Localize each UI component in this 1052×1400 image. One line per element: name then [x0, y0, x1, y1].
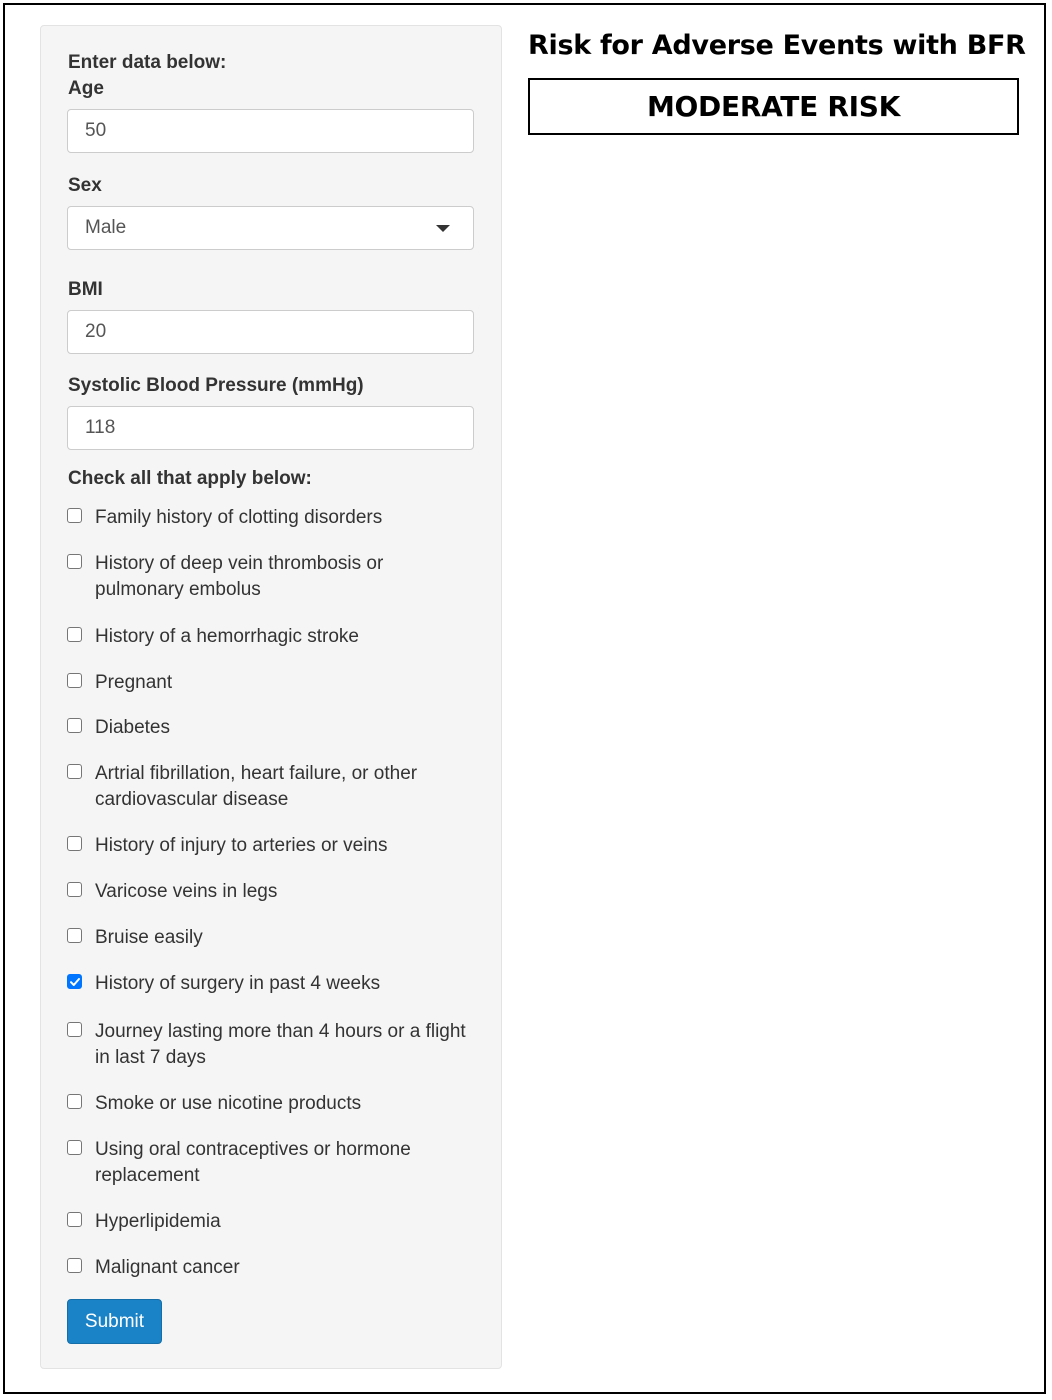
checklist-item-label: History of a hemorrhagic stroke	[95, 626, 359, 647]
result-title: Risk for Adverse Events with BFR	[528, 30, 1026, 61]
checkbox[interactable]	[67, 718, 82, 733]
checkbox[interactable]	[67, 836, 82, 851]
checkbox[interactable]	[67, 764, 82, 779]
bmi-input[interactable]: 20	[67, 310, 474, 354]
checkbox[interactable]	[67, 882, 82, 897]
sbp-input[interactable]: 118	[67, 406, 474, 450]
checkbox[interactable]	[67, 508, 82, 523]
checklist-item-label: Hyperlipidemia	[95, 1211, 221, 1232]
sbp-label: Systolic Blood Pressure (mmHg)	[68, 375, 364, 396]
checkbox[interactable]	[67, 1022, 82, 1037]
checkbox[interactable]	[67, 1140, 82, 1155]
checkbox[interactable]	[67, 1094, 82, 1109]
checklist-item-label: History of injury to arteries or veins	[95, 835, 388, 856]
sex-label: Sex	[68, 175, 102, 196]
checkbox-checked[interactable]	[67, 974, 82, 989]
checklist-heading: Check all that apply below:	[68, 468, 312, 489]
age-input[interactable]: 50	[67, 109, 474, 153]
checkbox[interactable]	[67, 1258, 82, 1273]
checklist-item-label: Pregnant	[95, 672, 173, 693]
submit-button[interactable]: Submit	[67, 1299, 162, 1344]
checkbox[interactable]	[67, 554, 82, 569]
form-heading: Enter data below:	[68, 52, 227, 73]
checklist-item-label: Family history of clotting disorders	[95, 507, 383, 528]
checklist-item-label: History of surgery in past 4 weeks	[95, 973, 381, 994]
checkbox[interactable]	[67, 1212, 82, 1227]
checklist-item-label: Bruise easily	[95, 927, 203, 948]
checklist-item-label: Artrial fibrillation, heart failure, or other cardiovascular disease	[95, 763, 418, 810]
risk-level-box: MODERATE RISK	[528, 78, 1019, 135]
checkbox[interactable]	[67, 673, 82, 688]
bmi-label: BMI	[68, 279, 103, 300]
age-label: Age	[68, 78, 104, 99]
checklist-item-label: Malignant cancer	[95, 1257, 240, 1278]
chevron-down-icon	[436, 225, 450, 232]
checklist-item-label: Varicose veins in legs	[95, 881, 278, 902]
sex-select[interactable]	[67, 206, 474, 250]
checklist-item-label: History of deep vein thrombosis or pulmonary embolus	[95, 553, 384, 600]
checkbox[interactable]	[67, 928, 82, 943]
checkmark-icon	[69, 976, 81, 988]
checklist-item-label: Diabetes	[95, 717, 170, 738]
checkbox[interactable]	[67, 627, 82, 642]
checklist-item-label: Smoke or use nicotine products	[95, 1093, 362, 1114]
sex-select-value: Male	[85, 217, 127, 238]
checklist-item-label: Journey lasting more than 4 hours or a flight in last 7 days	[95, 1021, 466, 1068]
checklist-item-label: Using oral contraceptives or hormone replacement	[95, 1139, 411, 1186]
